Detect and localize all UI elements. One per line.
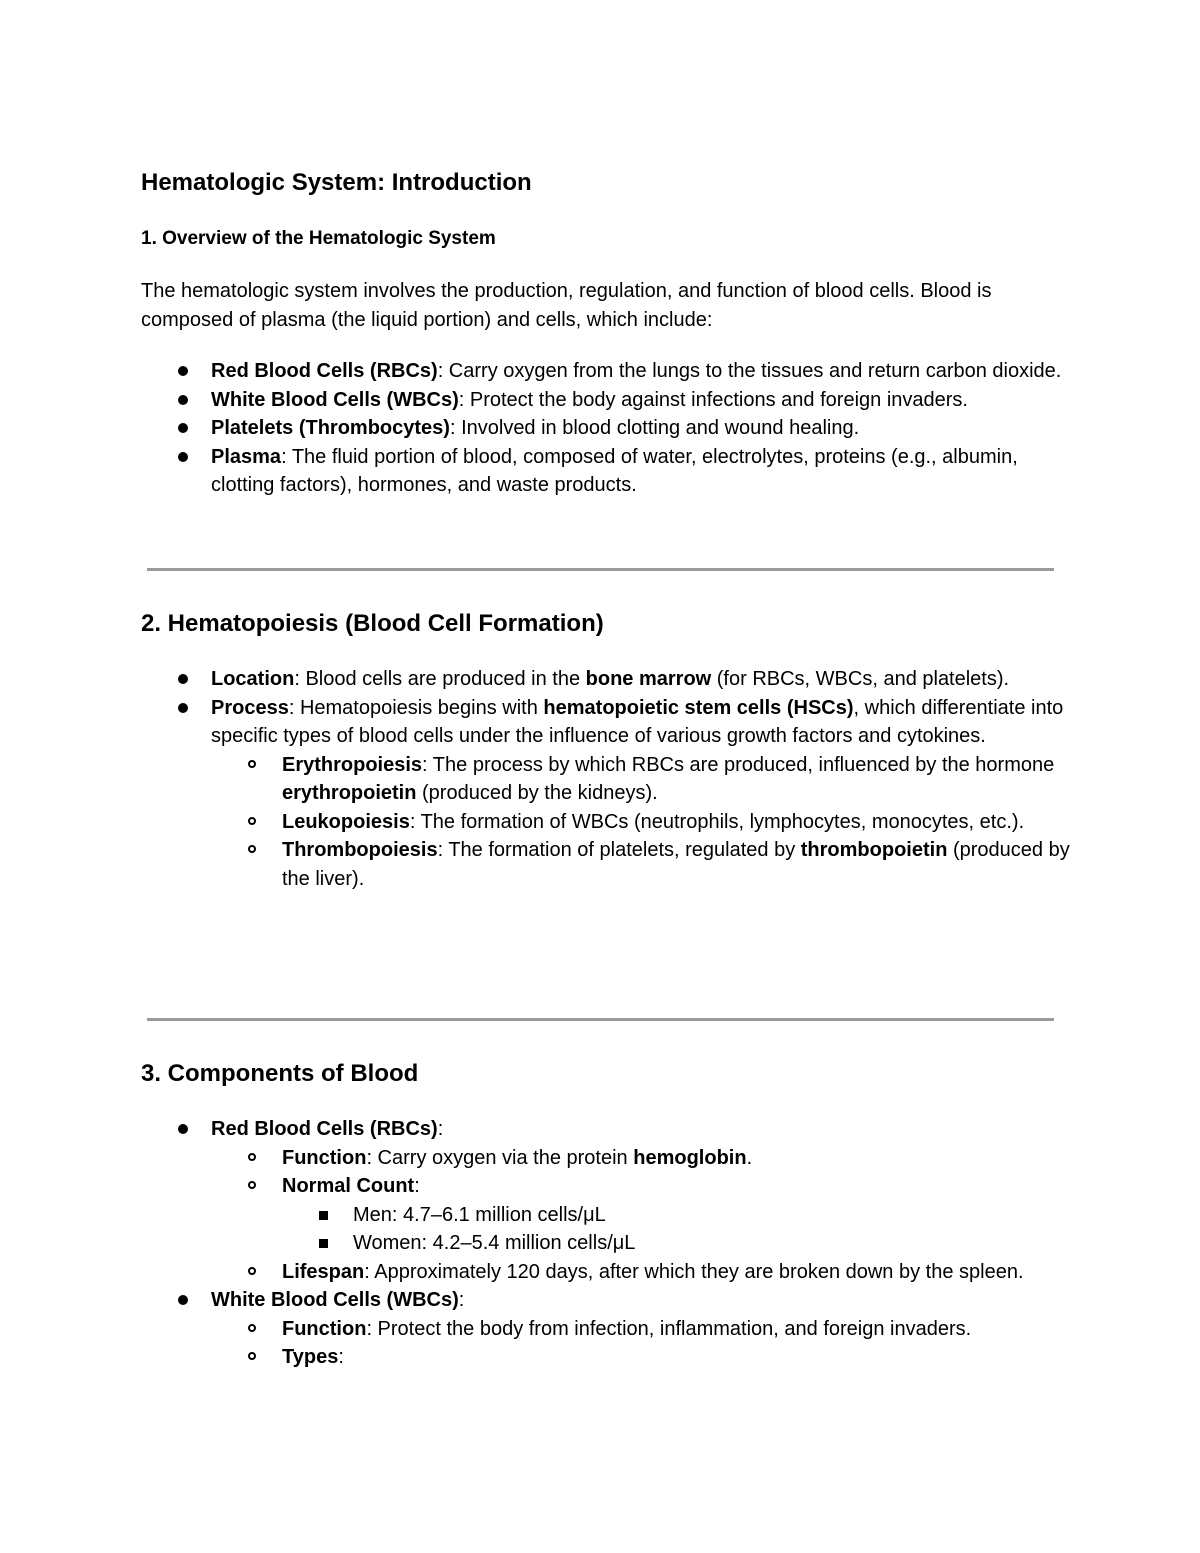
sub-list-item <box>141 836 1081 893</box>
list-item <box>141 414 1081 443</box>
list-item-rbc <box>141 1115 1081 1144</box>
bullet-icon <box>178 395 188 405</box>
item-term: Types <box>282 1346 339 1368</box>
item-term: Lifespan <box>282 1260 365 1283</box>
item-text: Women: 4.2–5.4 million cells/μL <box>353 1232 636 1254</box>
bullet-icon <box>178 674 188 684</box>
item-text: : Hematopoiesis begins with <box>288 696 544 719</box>
list-item <box>141 386 1081 415</box>
horizontal-divider <box>147 568 1054 571</box>
sub-sub-list-item <box>141 1229 1081 1258</box>
item-text: : The formation of WBCs (neutrophils, lymphocytes, monocytes, etc.). <box>409 810 1025 833</box>
sub-list-item <box>141 1343 1081 1372</box>
item-emphasis: bone marrow <box>585 668 712 690</box>
item-term: Normal Count <box>282 1175 415 1197</box>
section-2-heading: 2. Hematopoiesis (Blood Cell Formation) <box>141 610 604 637</box>
item-emphasis: erythropoietin <box>282 782 417 804</box>
item-text: : The formation of platelets, regulated by <box>437 839 801 861</box>
section-1-list <box>141 357 1081 500</box>
section-1-intro: The hematologic system involves the production, regulation, and function of blood cells. Blood is composed of plasma (the liquid portion) and cells, which include: <box>141 280 992 331</box>
bullet-icon <box>178 423 188 433</box>
item-text: : <box>338 1346 344 1368</box>
item-emphasis: thrombopoietin <box>800 839 948 861</box>
item-emphasis: hemoglobin <box>633 1146 747 1169</box>
square-bullet-icon <box>319 1211 328 1220</box>
item-term: White Blood Cells (WBCs) <box>211 1289 459 1311</box>
item-text: : Approximately 120 days, after which they are broken down by the spleen. <box>364 1260 1024 1283</box>
item-text: : The fluid portion of blood, composed of water, electrolytes, proteins (e.g., albumin, clotting factors), hormones, and waste products. <box>211 445 1018 496</box>
item-text: : <box>414 1175 420 1197</box>
item-text: : Protect the body against infections and foreign invaders. <box>458 388 968 411</box>
item-term: Function <box>282 1146 367 1169</box>
item-text: . <box>746 1146 753 1169</box>
hollow-bullet-icon <box>248 1181 256 1189</box>
sub-list-item <box>141 1258 1081 1287</box>
section-1-heading: 1. Overview of the Hematologic System <box>141 228 496 249</box>
item-term: Location <box>211 668 295 690</box>
horizontal-divider <box>147 1018 1054 1021</box>
item-text: : Involved in blood clotting and wound healing. <box>449 417 860 439</box>
bullet-icon <box>178 366 188 376</box>
sub-list-item <box>141 808 1081 837</box>
section-3-list <box>141 1115 1081 1372</box>
bullet-icon <box>178 1124 188 1134</box>
bullet-icon <box>178 1295 188 1305</box>
item-text: : Carry oxygen via the protein <box>366 1146 634 1169</box>
item-text: (for RBCs, WBCs, and platelets). <box>711 668 1010 690</box>
hollow-bullet-icon <box>248 1324 256 1332</box>
item-term: Erythropoiesis <box>282 753 423 776</box>
item-text: : The process by which RBCs are produced, influenced by the hormone <box>422 753 1055 776</box>
item-term: Platelets (Thrombocytes) <box>211 417 450 439</box>
sub-sub-list-item <box>141 1201 1081 1230</box>
list-item <box>141 357 1081 386</box>
list-item-wbc <box>141 1286 1081 1315</box>
item-term: Plasma <box>211 445 282 468</box>
list-item-location <box>141 665 1081 694</box>
bullet-icon <box>178 452 188 462</box>
item-text: : Carry oxygen from the lungs to the tissues and return carbon dioxide. <box>437 360 1062 382</box>
item-text: : Protect the body from infection, inflammation, and foreign invaders. <box>366 1317 972 1340</box>
hollow-bullet-icon <box>248 1267 256 1275</box>
item-text: : Blood cells are produced in the <box>294 668 586 690</box>
hollow-bullet-icon <box>248 760 256 768</box>
sub-list-item <box>141 751 1081 808</box>
item-term: Process <box>211 696 289 719</box>
sub-list-item <box>141 1172 1081 1201</box>
item-term: Red Blood Cells (RBCs) <box>211 1118 438 1140</box>
hollow-bullet-icon <box>248 1153 256 1161</box>
item-term: Red Blood Cells (RBCs) <box>211 360 438 382</box>
hollow-bullet-icon <box>248 817 256 825</box>
item-text: : <box>437 1118 444 1140</box>
document-title: Hematologic System: Introduction <box>141 169 532 196</box>
list-item-process <box>141 694 1081 751</box>
square-bullet-icon <box>319 1239 328 1248</box>
item-text: , which differentiate into specific types of blood cells under the influence of various growth factors and cytokines. <box>211 696 1064 747</box>
item-text: : <box>458 1289 465 1311</box>
list-item <box>141 443 1081 500</box>
section-3-heading: 3. Components of Blood <box>141 1060 419 1087</box>
item-text: (produced by the kidneys). <box>416 782 658 804</box>
item-text: Men: 4.7–6.1 million cells/μL <box>353 1203 606 1226</box>
item-term: Thrombopoiesis <box>282 839 438 861</box>
section-2-list <box>141 665 1081 893</box>
item-emphasis: hematopoietic stem cells (HSCs) <box>543 696 854 719</box>
hollow-bullet-icon <box>248 845 256 853</box>
item-term: Leukopoiesis <box>282 810 410 833</box>
item-term: White Blood Cells (WBCs) <box>211 388 459 411</box>
bullet-icon <box>178 703 188 713</box>
item-text: (produced by the liver). <box>282 839 1070 890</box>
sub-list-item <box>141 1315 1081 1344</box>
hollow-bullet-icon <box>248 1352 256 1360</box>
item-term: Function <box>282 1317 367 1340</box>
sub-list-item <box>141 1144 1081 1173</box>
